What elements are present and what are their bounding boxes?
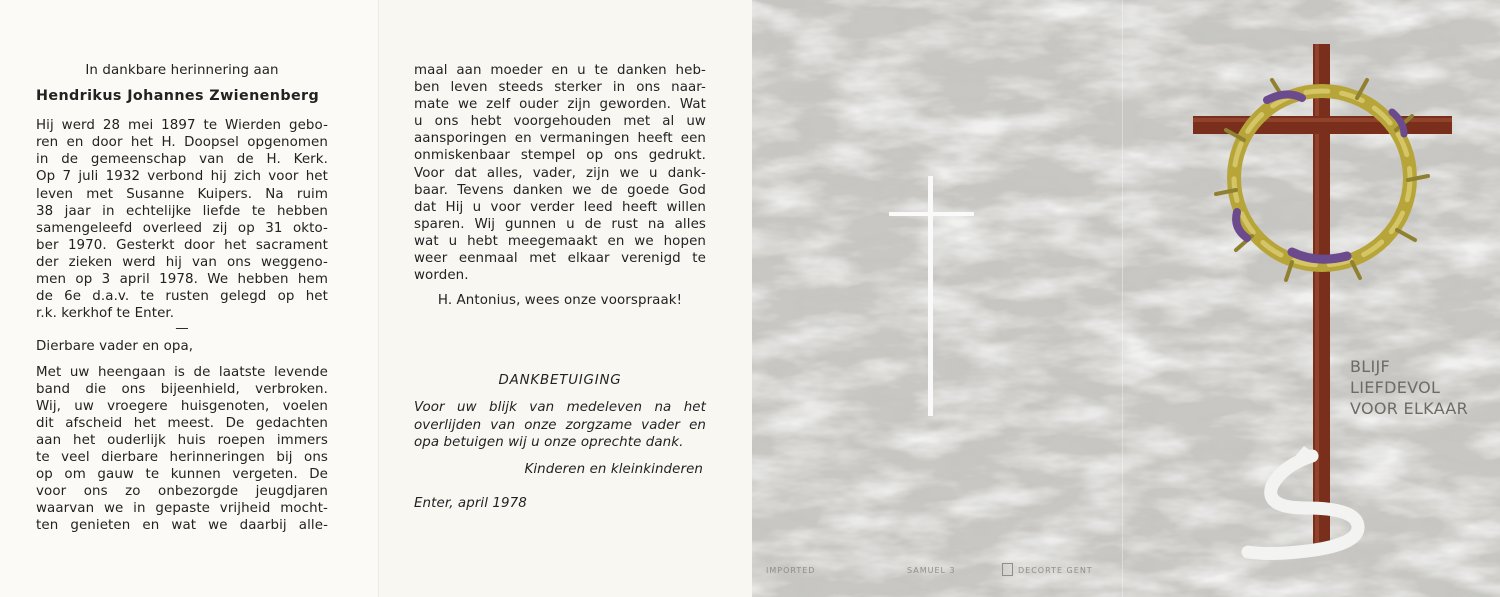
text-line: wat u hebt meegemaakt en we hopen	[414, 233, 706, 249]
text-line: overlijden van onze zorgzame vader en	[414, 417, 706, 433]
intro-text: In dankbare herinnering aan	[85, 63, 279, 78]
deceased-name: Hendrikus Johannes Zwienenberg	[36, 88, 320, 105]
right-page	[378, 0, 753, 597]
text-line: samengeleefd overleed zij op 31 okto-	[36, 220, 328, 236]
text-line: ber 1970. Gesterkt door het sacrament	[36, 237, 328, 253]
text-line: baar. Tevens danken we de goede God	[414, 182, 706, 198]
motto	[1350, 356, 1468, 419]
text-line: Voor dat alles, vader, zijn we u dank-	[414, 165, 706, 181]
text-line: Voor uw blijk van medeleven na het	[414, 400, 706, 416]
right-page-text	[414, 62, 706, 512]
place-date: Enter, april 1978	[414, 495, 527, 511]
salutation: Dierbare vader en opa,	[36, 339, 194, 355]
small-white-cross-bar	[889, 212, 974, 216]
fold-line	[1122, 0, 1123, 597]
text-line: ten genieten en wat we daarbij alle-	[36, 518, 328, 534]
text-line: aansporingen en vermaningen heeft een	[414, 131, 706, 147]
text-line: weer eenmaal met elkaar verenigd te	[414, 251, 706, 267]
text-line: Met uw heengaan is de laatste levende	[36, 364, 328, 380]
text-line: band die ons bijeenhield, verbroken.	[36, 381, 328, 397]
left-page	[0, 0, 378, 597]
text-line: maal aan moeder en u te danken heb-	[414, 63, 706, 78]
text-line: Wij, uw vroegere huisgenoten, voelen	[36, 398, 328, 414]
text-line: dit afscheid het meest. De gedachten	[36, 415, 328, 431]
text-line: op om gauw te kunnen vergeten. De	[36, 467, 328, 483]
text-line: Hij werd 28 mei 1897 te Wierden gebo-	[36, 118, 328, 134]
cover-texture	[752, 0, 1500, 597]
prayer-line: H. Antonius, wees onze voorspraak!	[437, 293, 683, 309]
text-line: dat Hij u voor verder leed heeft willen	[414, 199, 706, 215]
text-line: ren en door het H. Doopsel opgenomen	[36, 135, 328, 151]
text-line: worden.	[414, 268, 469, 284]
imprint-imported: IMPORTED	[766, 566, 816, 575]
text-line: waarvan we in gepaste vrijheid mocht-	[36, 501, 328, 517]
imprint-publisher: DECORTE GENT	[1018, 566, 1093, 575]
publisher-logo-icon	[1002, 563, 1013, 576]
text-line: voor ons zo onbezorgde jeugdjaren	[36, 484, 328, 500]
motto-line: BLIJF	[1350, 357, 1391, 376]
text-line: sparen. Wij gunnen u de rust na alles	[414, 216, 706, 232]
text-line: ben leven steeds sterker in ons naar-	[414, 80, 706, 96]
biography	[36, 117, 328, 322]
text-line: te veel dierbare herinneringen bij ons	[36, 449, 328, 465]
text-line: 38 jaar in echtelijke liefde te hebben	[36, 203, 328, 219]
signature: Kinderen en kleinkinderen	[524, 461, 703, 477]
text-line: der zieken werd hij van ons weggeno-	[36, 254, 328, 270]
cover	[752, 0, 1500, 597]
text-line: opa betuigen wij u onze oprechte dank.	[414, 434, 684, 450]
text-line: Op 7 juli 1932 verbond hij zich voor het	[36, 169, 328, 185]
letter-part-2	[414, 62, 706, 284]
motto-line: LIEFDEVOL	[1350, 378, 1441, 397]
motto-line: VOOR ELKAAR	[1350, 399, 1469, 418]
text-line: mate we zelf ouder zijn geworden. Wat	[414, 97, 706, 113]
left-page-text	[36, 62, 328, 534]
text-line: in de gemeenschap van de H. Kerk.	[36, 152, 328, 168]
text-line: aan het ouderlijk huis roepen immers	[36, 432, 328, 448]
text-line: r.k. kerkhof te Enter.	[36, 306, 175, 322]
text-line: onmiskenbaar stempel op ons gedrukt.	[414, 148, 706, 164]
thanks-heading: DANKBETUIGING	[498, 373, 622, 389]
imprint-series: SAMUEL 3	[907, 566, 956, 575]
separator-dash: —	[175, 321, 189, 337]
text-line: leven met Susanne Kuipers. Na ruim	[36, 186, 328, 202]
text-line: de 6e d.a.v. te rusten gelegd op het	[36, 289, 328, 305]
letter-part-1	[36, 364, 328, 535]
text-line: men op 3 april 1978. We hebben hem	[36, 272, 328, 288]
text-line: u ons hebt voorgehouden met al uw	[414, 114, 706, 130]
thanks-text	[414, 399, 706, 450]
